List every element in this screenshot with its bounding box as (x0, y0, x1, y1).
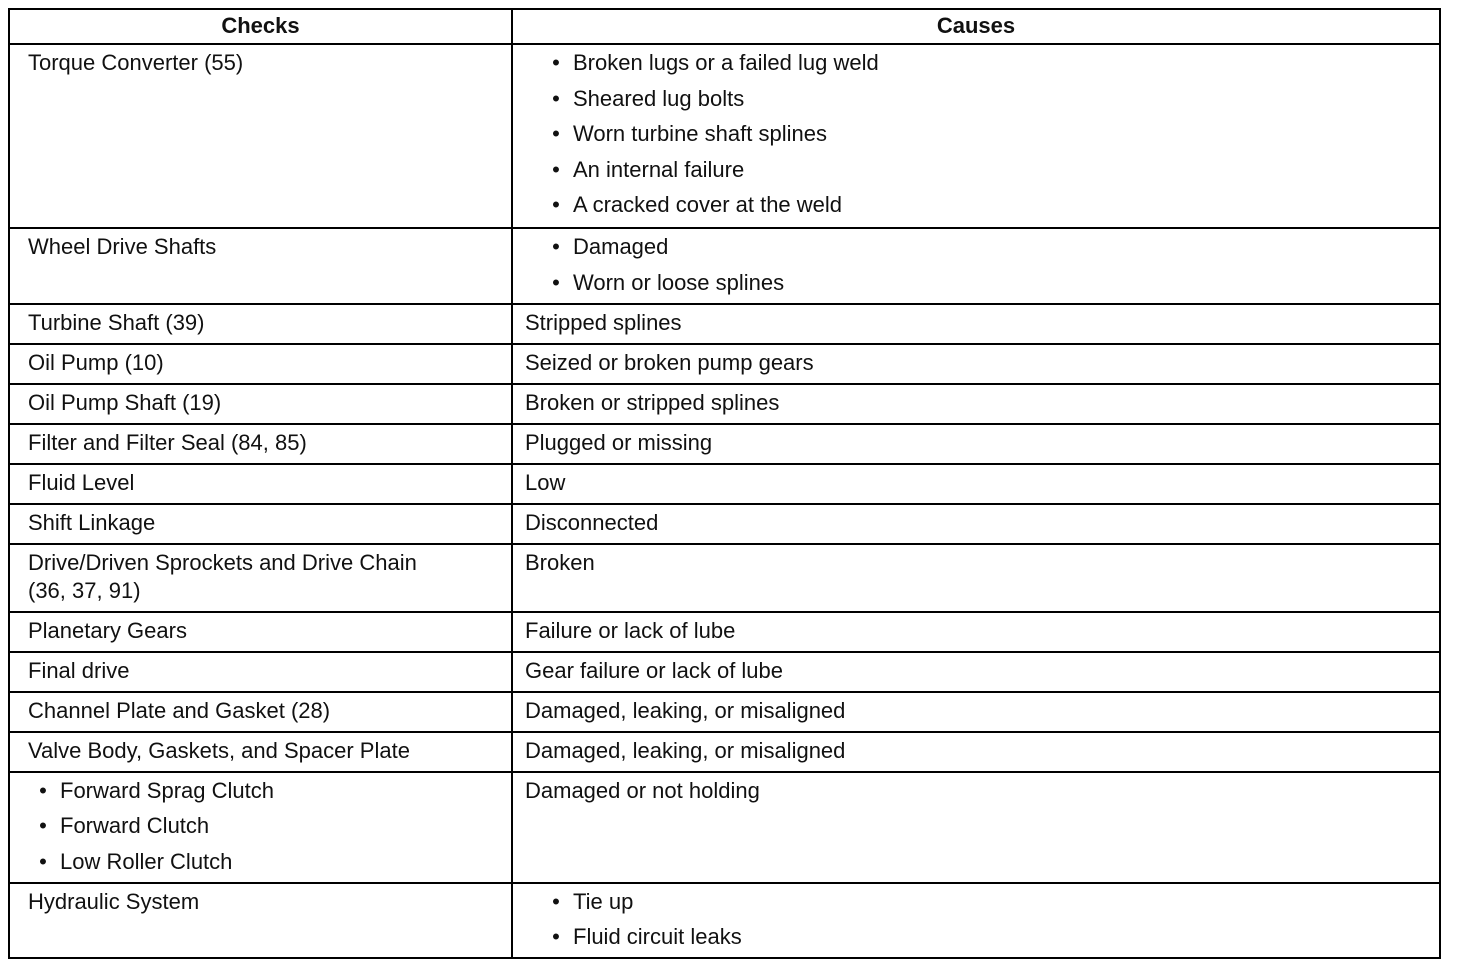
bullet-icon: • (552, 156, 560, 182)
table-row (9, 883, 1440, 959)
cause-text: Sheared lug bolts (573, 85, 745, 111)
check-text-line-1: Drive/Driven Sprockets and Drive Chain (28, 549, 417, 575)
cause-cell: Low (512, 464, 1440, 504)
check-cell: Fluid Level (9, 464, 512, 504)
cause-list-item (549, 120, 1429, 156)
diagnosis-table (8, 8, 1441, 959)
check-cell (9, 772, 512, 883)
cause-text: Worn or loose splines (573, 269, 785, 295)
bullet-icon: • (39, 813, 47, 838)
table-row (9, 692, 1440, 732)
check-cell: Filter and Filter Seal (84, 85) (9, 424, 512, 464)
bullet-icon: • (552, 269, 560, 295)
cause-list-item (549, 156, 1429, 192)
table-row (9, 732, 1440, 772)
check-cell: Hydraulic System (9, 883, 512, 959)
check-text: Forward Clutch (60, 813, 210, 838)
table-row (9, 304, 1440, 344)
cause-list (525, 49, 1429, 219)
cause-cell: Broken (512, 544, 1440, 612)
bullet-icon: • (552, 50, 560, 75)
check-text-line-2: (36, 37, 91) (28, 577, 141, 603)
bullet-icon: • (552, 85, 560, 111)
cause-cell: Broken or stripped splines (512, 384, 1440, 424)
table-row (9, 612, 1440, 652)
cause-list-item (549, 269, 1429, 297)
check-cell: Channel Plate and Gasket (28) (9, 692, 512, 732)
cause-text: A cracked cover at the weld (573, 192, 843, 217)
cause-list-item (549, 191, 1429, 219)
header-row (9, 9, 1440, 44)
bullet-icon: • (552, 888, 560, 914)
cause-cell: Plugged or missing (512, 424, 1440, 464)
check-cell: Oil Pump (10) (9, 344, 512, 384)
cause-list-item (549, 888, 1429, 924)
table-row (9, 228, 1440, 304)
table-row (9, 652, 1440, 692)
table-row (9, 464, 1440, 504)
check-cell: Turbine Shaft (39) (9, 304, 512, 344)
table-row (9, 544, 1440, 612)
table-row (9, 424, 1440, 464)
cause-cell: Damaged, leaking, or misaligned (512, 692, 1440, 732)
check-list-item (36, 812, 501, 848)
check-list-item (36, 848, 501, 876)
cause-list (525, 888, 1429, 952)
cause-text: Damaged (573, 234, 669, 259)
check-cell: Planetary Gears (9, 612, 512, 652)
bullet-icon: • (552, 234, 560, 259)
table-row (9, 772, 1440, 883)
check-list-item (36, 777, 501, 813)
cause-cell (512, 44, 1440, 228)
bullet-icon: • (552, 924, 560, 949)
bullet-icon: • (552, 121, 560, 146)
check-list (12, 777, 501, 876)
table-row (9, 504, 1440, 544)
cause-list (525, 233, 1429, 297)
check-cell: Shift Linkage (9, 504, 512, 544)
cause-text: Tie up (573, 888, 634, 914)
cause-cell: Stripped splines (512, 304, 1440, 344)
bullet-icon: • (552, 192, 560, 217)
check-cell (9, 544, 512, 612)
cause-cell (512, 883, 1440, 959)
cause-text: An internal failure (573, 156, 745, 182)
cause-list-item (549, 923, 1429, 951)
cause-list-item (549, 49, 1429, 85)
cause-cell: Damaged or not holding (512, 772, 1440, 883)
check-cell: Valve Body, Gaskets, and Spacer Plate (9, 732, 512, 772)
column-header-causes: Causes (512, 9, 1440, 44)
cause-text: Fluid circuit leaks (573, 924, 742, 949)
check-cell: Oil Pump Shaft (19) (9, 384, 512, 424)
cause-text: Worn turbine shaft splines (573, 121, 827, 146)
cause-cell: Seized or broken pump gears (512, 344, 1440, 384)
table-row (9, 344, 1440, 384)
cause-cell: Gear failure or lack of lube (512, 652, 1440, 692)
bullet-icon: • (39, 848, 47, 874)
check-cell: Torque Converter (55) (9, 44, 512, 228)
bullet-icon: • (39, 777, 47, 803)
cause-cell (512, 228, 1440, 304)
cause-list-item (549, 85, 1429, 121)
check-text: Low Roller Clutch (60, 848, 233, 874)
check-text: Forward Sprag Clutch (60, 777, 274, 803)
cause-text: Broken lugs or a failed lug weld (573, 50, 879, 75)
column-header-checks: Checks (9, 9, 512, 44)
check-cell: Final drive (9, 652, 512, 692)
table-row (9, 44, 1440, 228)
table-row (9, 384, 1440, 424)
cause-cell: Damaged, leaking, or misaligned (512, 732, 1440, 772)
cause-cell: Disconnected (512, 504, 1440, 544)
cause-list-item (549, 233, 1429, 269)
check-cell: Wheel Drive Shafts (9, 228, 512, 304)
cause-cell: Failure or lack of lube (512, 612, 1440, 652)
